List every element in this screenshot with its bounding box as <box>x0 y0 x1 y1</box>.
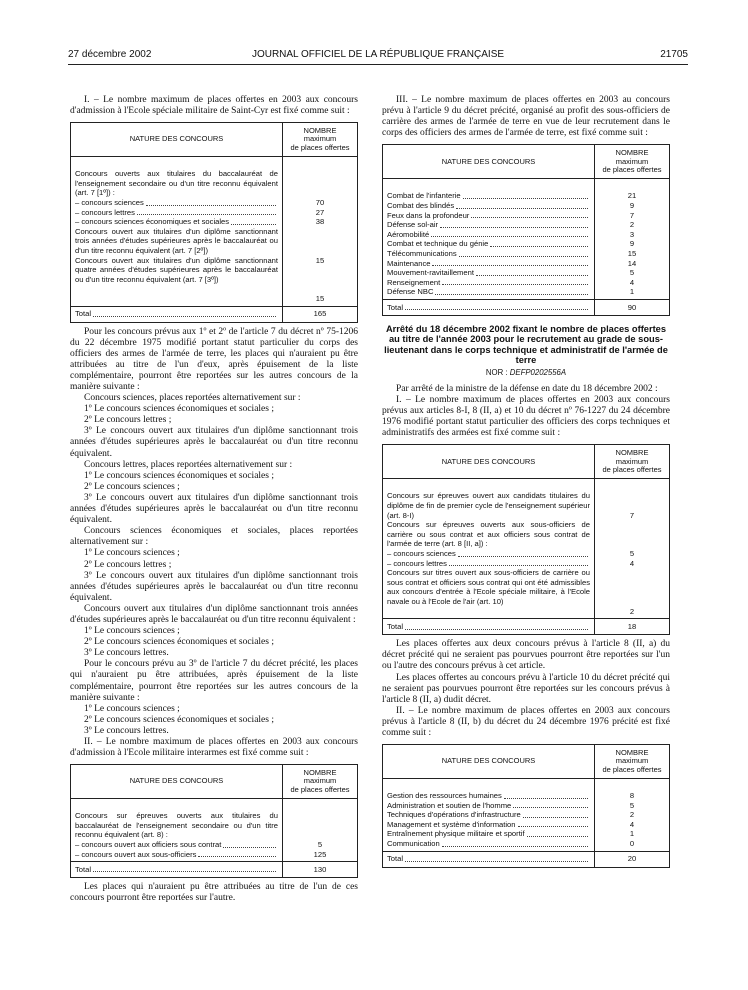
row-label: Entraînement physique militaire et sportif <box>387 829 525 839</box>
table-body-labels: Concours sur épreuves ouverts aux titulaires du baccalauréat de l'enseignement secondaire ou d'un titre reconnu équivalent (art. 8) : – concours ouvert aux officiers sous contrat – concours ouvert aux sous-officiers <box>71 799 283 862</box>
col-header-nature: NATURE DES CONCOURS <box>383 145 595 179</box>
row-label: Aéromobilité <box>387 229 430 239</box>
row-label: Combat de l'infanterie <box>387 191 461 201</box>
journal-title: JOURNAL OFFICIEL DE LA RÉPUBLIQUE FRANÇAISE <box>251 49 505 60</box>
table-total-label: Total <box>383 299 595 315</box>
section-ii-intro: II. – Le nombre maximum de places offertes en 2003 aux concours d'admission à l'Ecole militaire interarmes est fixé comme suit : <box>70 737 358 759</box>
table-row: – concours ouvert aux sous-officiers <box>75 850 278 860</box>
col-header-nombre: NOMBRE maximum de places offertes <box>283 765 358 799</box>
list-item: 3º Le concours lettres. <box>84 648 169 659</box>
row-label: Combat des blindés <box>387 200 455 210</box>
table-body-values: 7 5 4 2 <box>595 479 670 619</box>
row-label: Gestion des ressources humaines <box>387 791 502 801</box>
table-saint-cyr <box>70 122 358 322</box>
row-value: 5 <box>629 800 635 810</box>
row-value: 15 <box>627 248 637 258</box>
paragraph: Les places offertes au concours prévu à l'article 10 du décret précité qui ne seraient pas pourvues pourront être reportées sur les concours prévus à l'article 8 (II, a) dudit décret. <box>382 672 670 705</box>
list-item: 1º Le concours sciences économiques et sociales ; <box>84 470 274 481</box>
table-row: – concours sciences <box>387 549 590 559</box>
list-item: 2º Le concours lettres ; <box>84 415 172 426</box>
list-item: 2º Le concours sciences économiques et sociales ; <box>84 714 274 725</box>
table-row <box>387 801 590 811</box>
row-label: Communication <box>387 839 440 849</box>
list-item: 3º Le concours lettres. <box>84 725 169 736</box>
row-label: Mouvement-ravitaillement <box>387 268 474 278</box>
table-total-value: 90 <box>595 299 670 315</box>
paragraph: I. – Le nombre maximum de places offertes en 2003 aux concours prévus aux articles 8-I, 8 (II, a) et 10 du décret nº 76-1227 du 24 décembre 1976 modifié portant statut particulier des officiers des corps techniques et administratifs des armées est fixé comme suit : <box>382 395 670 439</box>
list-item: 1º Le concours sciences ; <box>84 626 180 637</box>
table-total-value: 130 <box>283 862 358 878</box>
paragraph: Pour les concours prévus aux 1º et 2º de l'article 7 du décret nº 75-1206 du 22 décembre 1975 modifié portant statut particulier du corps des officiers des armes de l'armée de terre, les places qui n'auraient pu être attribuées au titre de l'un d'eux, après épuisement de la liste complémentaire, pourront être reportées sur les autres concours de la manière suivante : <box>70 326 358 393</box>
list-item: 2º Le concours sciences ; <box>84 481 180 492</box>
table-row <box>387 191 590 201</box>
table-row <box>387 820 590 830</box>
col-header-nombre: NOMBRE maximum de places offertes <box>283 123 358 157</box>
table-total-value: 18 <box>595 619 670 635</box>
table-row: – concours sciences économiques et sociales <box>75 217 278 227</box>
table-total-label: Total <box>71 862 283 878</box>
table-row: – concours lettres <box>387 559 590 569</box>
row-value: 1 <box>629 829 635 839</box>
table-row <box>387 839 590 849</box>
header-date: 27 décembre 2002 <box>68 49 152 60</box>
table-sous-officiers <box>382 144 670 316</box>
col-header-nature: NATURE DES CONCOURS <box>383 745 595 779</box>
list-item: 3º Le concours ouvert aux titulaires d'un diplôme sanctionnant trois années d'études supérieures après le baccalauréat ou d'un titre reconnu équivalent. <box>70 570 358 603</box>
col-header-nature: NATURE DES CONCOURS <box>71 123 283 157</box>
row-value: 9 <box>629 200 635 210</box>
col-header-nombre: NOMBRE maximum de places offertes <box>595 745 670 779</box>
table-row <box>387 211 590 221</box>
table-total-label: Total <box>383 851 595 867</box>
paragraph: Par arrêté de la ministre de la défense en date du 18 décembre 2002 : <box>396 384 658 394</box>
table-row <box>387 220 590 230</box>
paragraph: Concours lettres, places reportées alternativement sur : <box>84 459 293 470</box>
row-value: 21 <box>627 191 637 201</box>
left-column <box>70 95 358 904</box>
row-label: Renseignement <box>387 277 441 287</box>
list-item: 3º Le concours ouvert aux titulaires d'un diplôme sanctionnant trois années d'études supérieures après le baccalauréat ou d'un titre reconnu équivalent. <box>70 426 358 459</box>
paragraph: Les places qui n'auraient pu être attribuées au titre de l'un de ces concours pourront être reportées sur l'autre. <box>70 882 358 904</box>
table-row: – concours ouvert aux officiers sous contrat <box>75 840 278 850</box>
row-label: Combat et technique du génie <box>387 239 489 249</box>
list-item: 2º Le concours sciences économiques et sociales ; <box>84 637 274 648</box>
list-item: 1º Le concours sciences ; <box>84 548 180 559</box>
row-label: Management et système d'information <box>387 819 516 829</box>
table-body-labels <box>383 779 595 852</box>
col-header-nombre: NOMBRE maximum de places offertes <box>595 145 670 179</box>
paragraph: Pour le concours prévu au 3º de l'article 7 du décret précité, les places qui n'auraient pu être attribuées, après épuisement de la liste complémentaire, pourront être reportées sur les autres concours de la manière suivante : <box>70 659 358 703</box>
table-cta-ii <box>382 744 670 868</box>
paragraph: II. – Le nombre maximum de places offertes en 2003 aux concours prévus à l'article 8 (II, b) du décret du 24 décembre 1976 précité est fixé comme suit : <box>382 705 670 738</box>
page-number: 21705 <box>660 49 688 60</box>
row-value: 4 <box>629 819 635 829</box>
table-body-values <box>595 779 670 852</box>
table-row <box>387 278 590 288</box>
paragraph: Concours ouvert aux titulaires d'un diplôme sanctionnant trois années d'études supérieures après le baccalauréat ou d'un titre reconnu équivalent : <box>70 603 358 625</box>
row-label: Feux dans la profondeur <box>387 210 470 220</box>
row-value: 14 <box>627 258 637 268</box>
table-row <box>387 791 590 801</box>
row-value: 2 <box>629 810 635 820</box>
right-column <box>382 95 670 872</box>
paragraph: Concours sciences, places reportées alternativement sur : <box>84 393 301 404</box>
table-row <box>387 201 590 211</box>
row-value: 2 <box>629 220 635 230</box>
table-row <box>387 239 590 249</box>
section-i-intro: I. – Le nombre maximum de places offertes en 2003 aux concours d'admission à l'Ecole spéciale militaire de Saint-Cyr est fixé comme suit : <box>70 95 358 117</box>
paragraph: Concours sciences économiques et sociales, places reportées alternativement sur : <box>70 526 358 548</box>
table-row: – concours lettres <box>75 208 278 218</box>
row-value: 1 <box>629 287 635 297</box>
row-value: 9 <box>629 239 635 249</box>
table-emia <box>70 764 358 878</box>
paragraph: Les places offertes aux deux concours prévus à l'article 8 (II, a) du décret précité qui ne seraient pas pourvues pourront être reportées sur l'un ou l'autre des concours prévus à cet article. <box>382 639 670 672</box>
decree-title: Arrêté du 18 décembre 2002 fixant le nombre de places offertes au titre de l'année 2003 pour le recrutement au grade de sous-lieutenant dans le corps technique et administratif de l'armée de terre <box>384 323 668 366</box>
list-item: 1º Le concours sciences économiques et sociales ; <box>84 404 274 415</box>
table-total-label: Total <box>383 619 595 635</box>
table-total-label: Total <box>71 306 283 322</box>
row-label: Techniques d'opérations d'infrastructure <box>387 810 521 820</box>
table-cta-i <box>382 444 670 635</box>
table-row <box>387 829 590 839</box>
table-row <box>387 249 590 259</box>
row-label: Télécommunications <box>387 248 457 258</box>
table-row <box>387 810 590 820</box>
table-row: – concours sciences <box>75 198 278 208</box>
table-total-value: 20 <box>595 851 670 867</box>
row-value: 5 <box>629 268 635 278</box>
col-header-nombre: NOMBRE maximum de places offertes <box>595 445 670 479</box>
row-label: Maintenance <box>387 258 431 268</box>
table-total-value: 165 <box>283 306 358 322</box>
row-label: Administration et soutien de l'homme <box>387 800 512 810</box>
col-header-nature: NATURE DES CONCOURS <box>383 445 595 479</box>
table-body-labels: Concours sur épreuves ouvert aux candidats titulaires du diplôme de fin de premier cycle de l'enseignement supérieur (art. 8-I) Concours sur épreuves ouverts aux sous-officiers de carrière ou sous contrat et aux officiers sous contrat de l'armée de terre (art. 8 [II, a]) : – concours sciences – concours lettres Concours sur titres ouvert aux sous-officiers de carrière ou sous contrat et officiers sous contrat qui ont été admissibles aux concours d'entrée à l'Ecole spéciale militaire, à l'Ecole navale ou à l'Ecole de l'air (art. 10) <box>383 479 595 619</box>
table-body-values: 5 125 <box>283 799 358 862</box>
row-value: 4 <box>629 277 635 287</box>
section-iii-intro: III. – Le nombre maximum de places offertes en 2003 au concours prévu à l'article 9 du décret précité, organisé au profit des sous-officiers de carrière des armes de l'armée de terre en vue de leur recrutement dans le corps des officiers des armes de l'armée de terre, est fixé comme suit : <box>382 95 670 139</box>
row-value: 8 <box>629 791 635 801</box>
list-item: 1º Le concours sciences ; <box>84 703 180 714</box>
header-rule <box>68 64 688 65</box>
row-label: Défense sol-air <box>387 220 439 230</box>
nor-reference: NOR : DEFP0202556A <box>485 367 567 377</box>
table-body-values: 70 27 38 15 15 <box>283 157 358 306</box>
page-header <box>68 49 688 63</box>
list-item: 3º Le concours ouvert aux titulaires d'un diplôme sanctionnant trois années d'études supérieures après le baccalauréat ou d'un titre reconnu équivalent. <box>70 492 358 526</box>
table-body-values <box>595 179 670 300</box>
col-header-nature: NATURE DES CONCOURS <box>71 765 283 799</box>
table-row <box>387 268 590 278</box>
row-value: 7 <box>629 210 635 220</box>
row-value: 0 <box>629 839 635 849</box>
table-row <box>387 287 590 297</box>
table-body-labels <box>383 179 595 300</box>
table-row <box>387 230 590 240</box>
row-label: Défense NBC <box>387 287 434 297</box>
table-row <box>387 259 590 269</box>
list-item: 2º Le concours lettres ; <box>84 559 172 570</box>
row-value: 3 <box>629 229 635 239</box>
table-body-labels: Concours ouverts aux titulaires du baccalauréat de l'enseignement secondaire ou d'un titre reconnu équivalent (art. 7 [1º]) : – concours sciences – concours lettres – concours sciences économiques et sociales Concours ouvert aux titulaires d'un diplôme sanctionnant trois années d'études supérieures après le baccalauréat ou d'un titre reconnu équivalent (art. 7 [2º]) Concours ouvert aux titulaires d'un diplôme sanctionnant quatre années d'études supérieures après le baccalauréat ou d'un titre reconnu équivalent (art. 7 [3º]) <box>71 157 283 306</box>
